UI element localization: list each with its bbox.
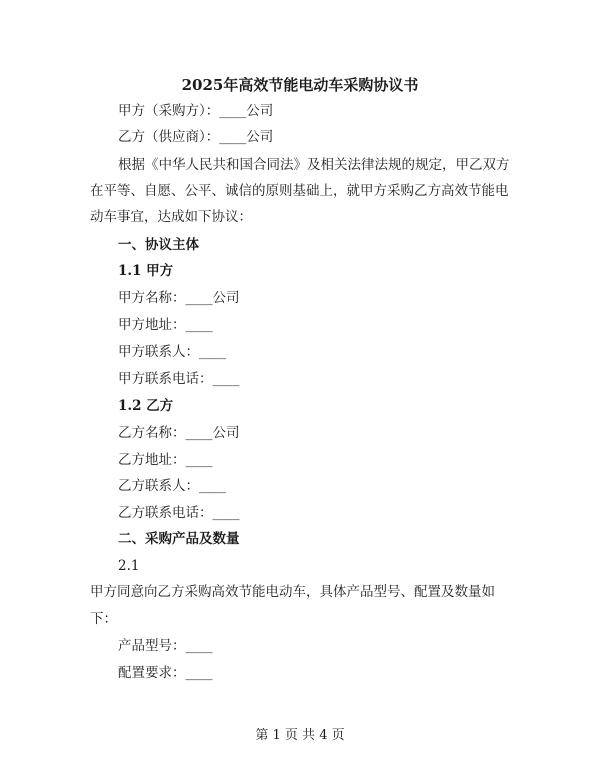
party-b-name: 乙方名称：____公司 [118,425,240,441]
section-2-1-number: 2.1 [118,558,140,574]
product-model-line: 产品型号：____ [118,638,213,654]
party-a-address: 甲方地址：____ [118,317,213,333]
party-b-contact: 乙方联系人：____ [118,478,226,494]
party-b-address: 乙方地址：____ [118,452,213,468]
party-b-phone: 乙方联系电话：____ [118,505,240,521]
page-indicator: 第 1 页 共 4 页 [255,728,345,743]
section-2-heading: 二、采购产品及数量 [118,531,240,547]
intro-paragraph: 根据《中华人民共和国合同法》及相关法律法规的规定，甲乙双方在平等、自愿、公平、诚信的原则基础上，就甲方采购乙方高效节能电动车事宜，达成如下协议： [90,157,510,225]
section-2-1-text-line-1: 甲方同意向乙方采购高效节能电动车，具体产品型号、配置及数量如 [90,584,495,600]
document-title: 2025年高效节能电动车采购协议书 [181,76,419,94]
section-1-2-heading: 1.2 乙方 [118,398,174,414]
section-1-heading: 一、协议主体 [118,237,199,253]
party-a-contact: 甲方联系人：____ [118,344,226,360]
section-1-1-heading: 1.1 甲方 [118,263,174,279]
party-a-line: 甲方（采购方）：____公司 [118,103,274,119]
party-a-name: 甲方名称：____公司 [118,290,240,306]
party-b-line: 乙方（供应商）：____公司 [118,129,274,145]
config-requirements-line: 配置要求：____ [118,665,213,681]
party-a-phone: 甲方联系电话：____ [118,371,240,387]
section-2-1-text-line-2: 下： [90,611,117,627]
